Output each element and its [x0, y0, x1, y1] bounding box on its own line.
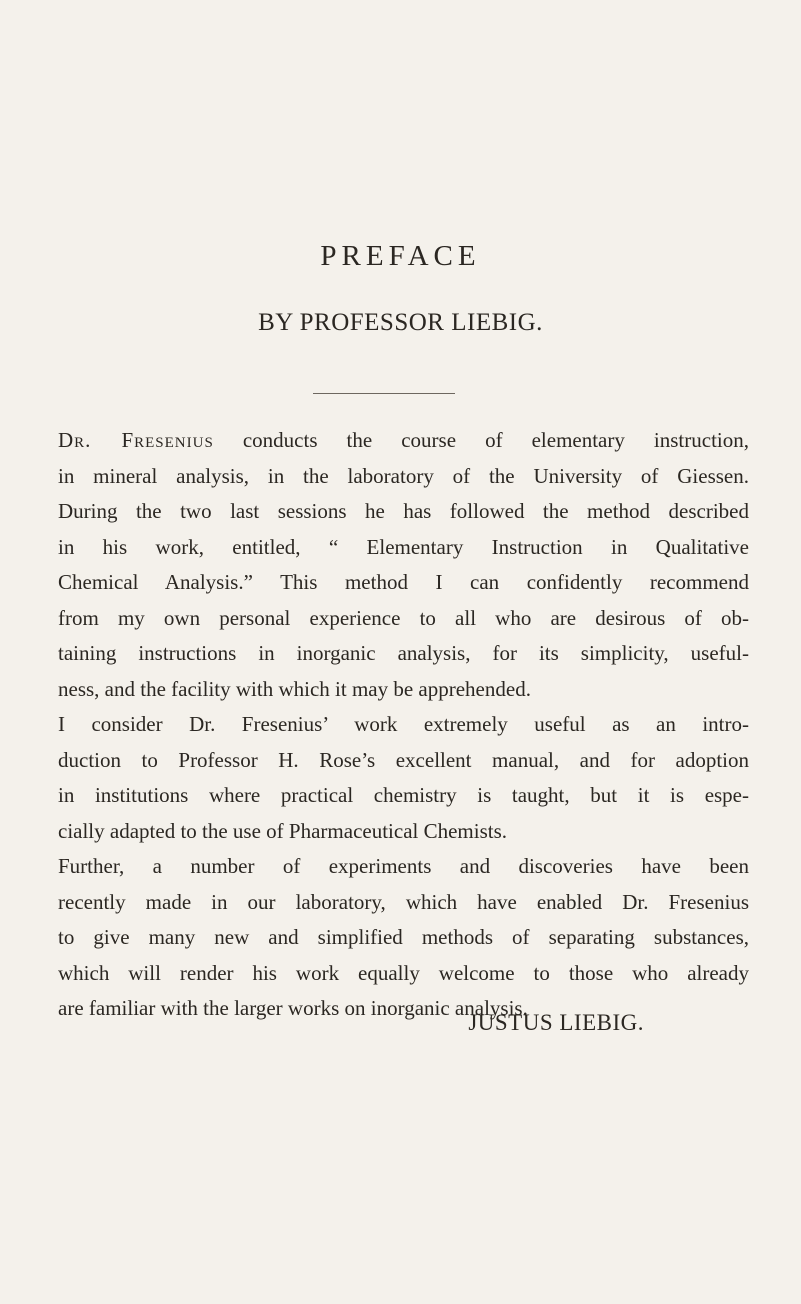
- paragraph-line: ness, and the facility with which it may be apprehended.: [58, 676, 531, 701]
- paragraph-1: [58, 423, 749, 707]
- paragraph-line: taining instructions in inorganic analysis, for its simplicity, useful-: [58, 641, 749, 665]
- paragraph-line: I consider Dr. Fresenius’ work extremely useful as an intro-: [58, 712, 749, 736]
- paragraph-line: duction to Professor H. Rose’s excellent manual, and for adoption: [58, 747, 749, 772]
- paragraph-line: in his work, entitled, “ Elementary Instruction in Qualitative: [58, 534, 749, 559]
- paragraph-line: in mineral analysis, in the laboratory of the University of Giessen.: [58, 463, 749, 488]
- paragraph-line: Further, a number of experiments and discoveries have been: [58, 854, 749, 878]
- author-name-small-caps: Dr. Fresenius: [58, 428, 214, 452]
- paragraph-line: to give many new and simplified methods of separating substances,: [58, 925, 749, 949]
- paragraph-line: in institutions where practical chemistry is taught, but it is espe-: [58, 783, 749, 807]
- paragraph-line: Chemical Analysis.” This method I can confidently recommend: [58, 570, 749, 594]
- paragraph-line: Dr. Fresenius conducts the course of elementary instruction,: [58, 428, 749, 452]
- paragraph-line: from my own personal experience to all who are desirous of ob-: [58, 605, 749, 630]
- preface-body: [58, 423, 749, 1027]
- paragraph-line: are familiar with the larger works on inorganic analysis.: [58, 996, 528, 1020]
- paragraph-3: [58, 849, 749, 1027]
- paragraph-line: which will render his work equally welcome to those who already: [58, 960, 749, 985]
- preface-title: PREFACE: [320, 240, 481, 272]
- preface-subtitle: BY PROFESSOR LIEBIG.: [258, 309, 543, 336]
- paragraph-2: [58, 707, 749, 849]
- paragraph-line: recently made in our laboratory, which have enabled Dr. Fresenius: [58, 889, 749, 914]
- paragraph-line: cially adapted to the use of Pharmaceutical Chemists.: [58, 818, 508, 843]
- section-divider: [313, 393, 455, 394]
- paragraph-line: During the two last sessions he has followed the method described: [58, 499, 749, 523]
- signature: JUSTUS LIEBIG.: [468, 1010, 644, 1035]
